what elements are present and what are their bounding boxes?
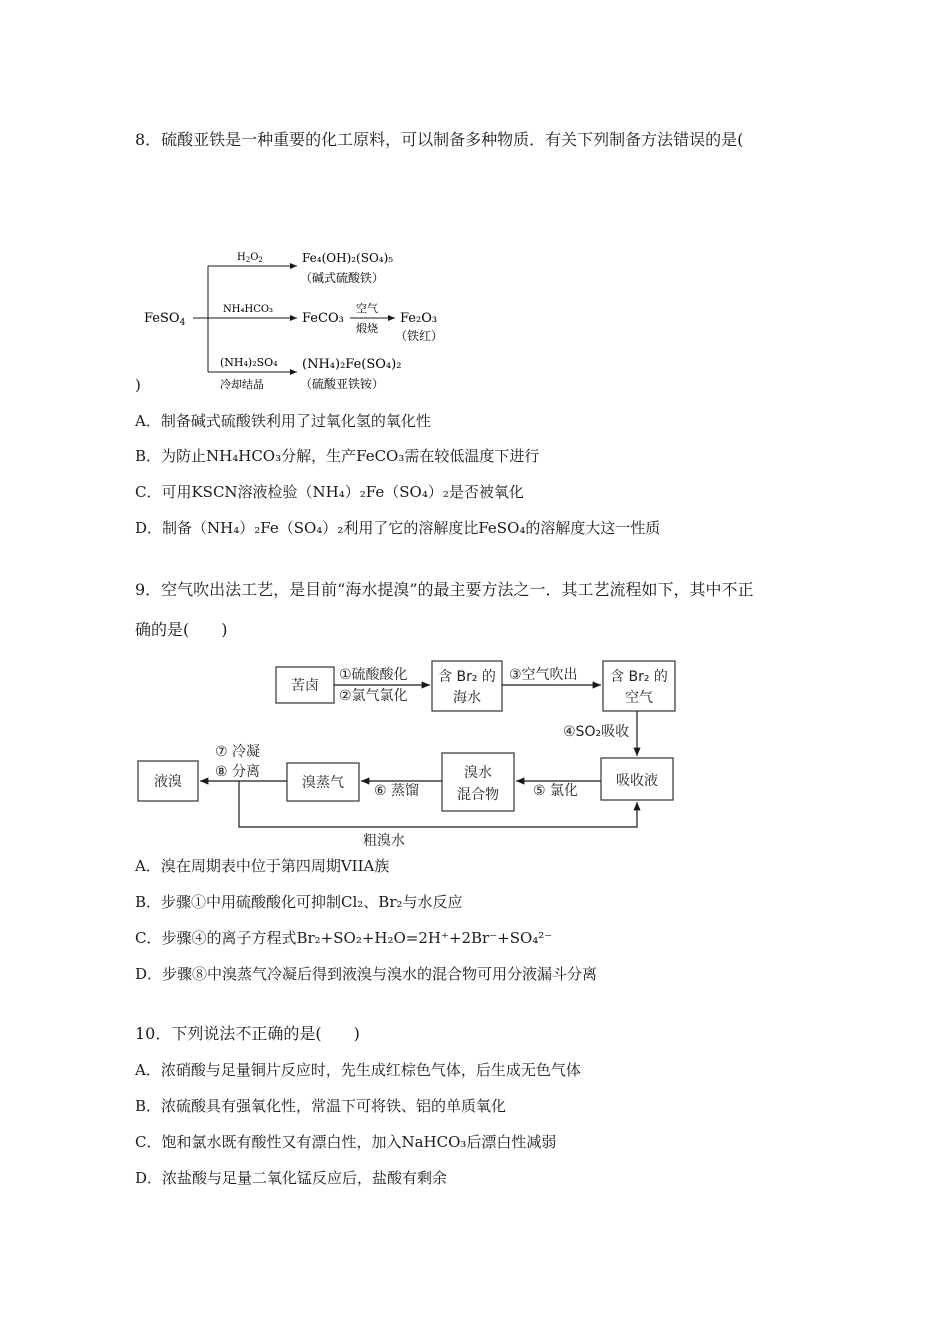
- reagent-nh4hco3: NH₄HCO₃: [223, 304, 274, 315]
- q9-option-d: D．步骤⑧中溴蒸气冷凝后得到液溴与溴水的混合物可用分液漏斗分离: [135, 965, 598, 983]
- label-ammonium-ferrous-sulfate: （硫酸亚铁铵）: [300, 377, 385, 391]
- step-8-separate: ⑧ 分离: [215, 764, 261, 780]
- q8-option-a: A．制备碱式硫酸铁利用了过氧化氢的氧化性: [135, 412, 431, 430]
- q8-stem: 8．硫酸亚铁是一种重要的化工原料，可以制备多种物质．有关下列制备方法错误的是(: [135, 130, 744, 149]
- step-1-acidify: ①硫酸酸化: [339, 667, 408, 683]
- condition-air: 空气: [356, 302, 378, 315]
- box-kulu: 苦卤: [291, 678, 319, 694]
- q9-process-flow: [135, 655, 685, 855]
- q9-option-a: A．溴在周期表中位于第四周期VIIA族: [135, 857, 390, 875]
- box-bromine-water-line1: 溴水: [464, 765, 492, 781]
- product-feco3: FeCO₃: [302, 311, 344, 326]
- q10-stem: 10．下列说法不正确的是( ): [135, 1024, 360, 1043]
- step-2-chlorinate: ②氯气氯化: [339, 688, 408, 704]
- box-air-line2: 空气: [625, 690, 653, 706]
- q10-option-c: C．饱和氯水既有酸性又有漂白性，加入NaHCO₃后漂白性减弱: [135, 1133, 557, 1151]
- product-ammonium-ferrous-sulfate: (NH₄)₂Fe(SO₄)₂: [302, 357, 402, 372]
- q8-option-d: D．制备（NH₄）₂Fe（SO₄）₂利用了它的溶解度比FeSO₄的溶解度大这一性质: [135, 519, 661, 537]
- reagent-h2o2: $H_2O_2$: [237, 252, 263, 264]
- q8-reaction-diagram: [140, 240, 460, 395]
- step-3-air-blow: ③空气吹出: [509, 667, 578, 683]
- reagent-nh4-2so4: (NH₄)₂SO₄: [220, 356, 278, 369]
- product-basic-ferric-sulfate: Fe₄(OH)₂(SO₄)₅: [302, 251, 394, 265]
- step-6-distill: ⑥ 蒸馏: [374, 783, 420, 799]
- crude-bromine-water: 粗溴水: [363, 833, 405, 849]
- q9-stem-line1: 9．空气吹出法工艺，是目前“海水提溴”的最主要方法之一．其工艺流程如下，其中不正: [135, 580, 754, 599]
- q10-option-a: A．浓硝酸与足量铜片反应时，先生成红棕色气体，后生成无色气体: [135, 1061, 581, 1079]
- q10-option-b: B．浓硫酸具有强氧化性，常温下可将铁、铝的单质氧化: [135, 1097, 507, 1115]
- box-seawater-line1: 含 Br₂ 的: [438, 669, 496, 685]
- step-7-condense: ⑦ 冷凝: [215, 744, 261, 760]
- box-bromine-water-line2: 混合物: [457, 787, 499, 803]
- condition-calcine: 煅烧: [356, 322, 378, 335]
- q9-option-c: C．步骤④的离子方程式Br₂+SO₂+H₂O=2H⁺+2Br⁻+SO₄²⁻: [135, 929, 553, 947]
- label-iron-red: （铁红）: [395, 329, 444, 343]
- q10-option-d: D．浓盐酸与足量二氧化锰反应后，盐酸有剩余: [135, 1169, 448, 1187]
- label-basic-ferric-sulfate: （碱式硫酸铁）: [300, 271, 385, 285]
- product-fe2o3: Fe₂O₃: [400, 311, 438, 326]
- q8-option-b: B．为防止NH₄HCO₃分解，生产FeCO₃需在较低温度下进行: [135, 447, 540, 465]
- box-seawater-line2: 海水: [453, 690, 481, 706]
- step-4-so2-absorb: ④SO₂吸收: [563, 724, 630, 740]
- box-bromine-vapor: 溴蒸气: [302, 775, 344, 791]
- box-air-line1: 含 Br₂ 的: [610, 669, 668, 685]
- q8-close-paren: ): [135, 376, 141, 394]
- reactant-feso4: FeSO$_4$: [144, 311, 186, 328]
- q9-stem-line2: 确的是( ): [135, 620, 228, 639]
- condition-crystallize: 冷却结晶: [220, 378, 264, 391]
- q8-option-c: C．可用KSCN溶液检验（NH₄）₂Fe（SO₄）₂是否被氧化: [135, 483, 524, 501]
- step-5-chlorinate: ⑤ 氯化: [533, 783, 579, 799]
- q9-option-b: B．步骤①中用硫酸酸化可抑制Cl₂、Br₂与水反应: [135, 893, 463, 911]
- box-liquid-bromine: 液溴: [154, 774, 182, 790]
- box-absorb-liquid: 吸收液: [616, 773, 658, 789]
